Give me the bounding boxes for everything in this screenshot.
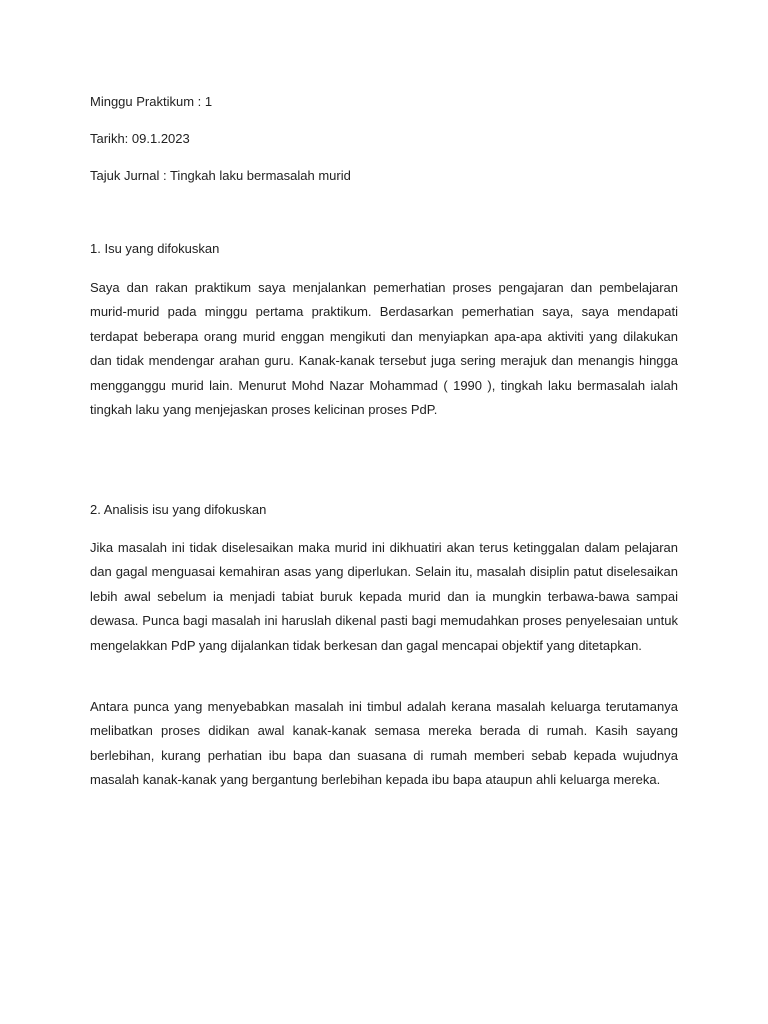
section-2-paragraph-2: Antara punca yang menyebabkan masalah ini timbul adalah kerana masalah keluarga terutamanya melibatkan proses didikan awal kanak-kanak semasa mereka berada di rumah. Kasih sayang berlebihan, kurang perhatian ibu bapa dan suasana di rumah memberi sebab kepada wujudnya masalah kanak-kanak yang bergantung berlebihan kepada ibu bapa ataupun ahli keluarga mereka. [90, 699, 678, 788]
section-1-paragraph-1: Saya dan rakan praktikum saya menjalankan pemerhatian proses pengajaran dan pembelajaran murid-murid pada minggu pertama praktikum. Berdasarkan pemerhatian saya, saya mendapati terdapat beberapa orang murid enggan mengikuti dan menyiapkan apa-apa aktiviti yang dilakukan dan tidak mendengar arahan guru. Kanak-kanak tersebut juga sering merajuk dan menangis hingga mengganggu murid lain. Menurut Mohd Nazar Mohammad ( 1990 ), tingkah laku bermasalah ialah tingkah laku yang menjejaskan proses kelicinan proses PdP. [90, 280, 678, 418]
practicum-week: Minggu Praktikum : 1 [90, 94, 213, 109]
journal-title: Tajuk Jurnal : Tingkah laku bermasalah murid [90, 168, 351, 183]
section-2-heading: 2. Analisis isu yang difokuskan [90, 502, 267, 517]
journal-date: Tarikh: 09.1.2023 [90, 131, 190, 146]
section-2-paragraph-1: Jika masalah ini tidak diselesaikan maka murid ini dikhuatiri akan terus ketinggalan dalam pelajaran dan gagal menguasai kemahiran asas yang diperlukan. Selain itu, masalah disiplin patut diselesaikan lebih awal sebelum ia menjadi tabiat buruk kepada murid dan ia mungkin terbawa-bawa sampai dewasa. Punca bagi masalah ini haruslah dikenal pasti bagi memudahkan proses penyelesaian untuk mengelakkan PdP yang dijalankan tidak berkesan dan gagal mencapai objektif yang ditetapkan. [90, 540, 678, 653]
section-1-heading: 1. Isu yang difokuskan [90, 241, 220, 256]
